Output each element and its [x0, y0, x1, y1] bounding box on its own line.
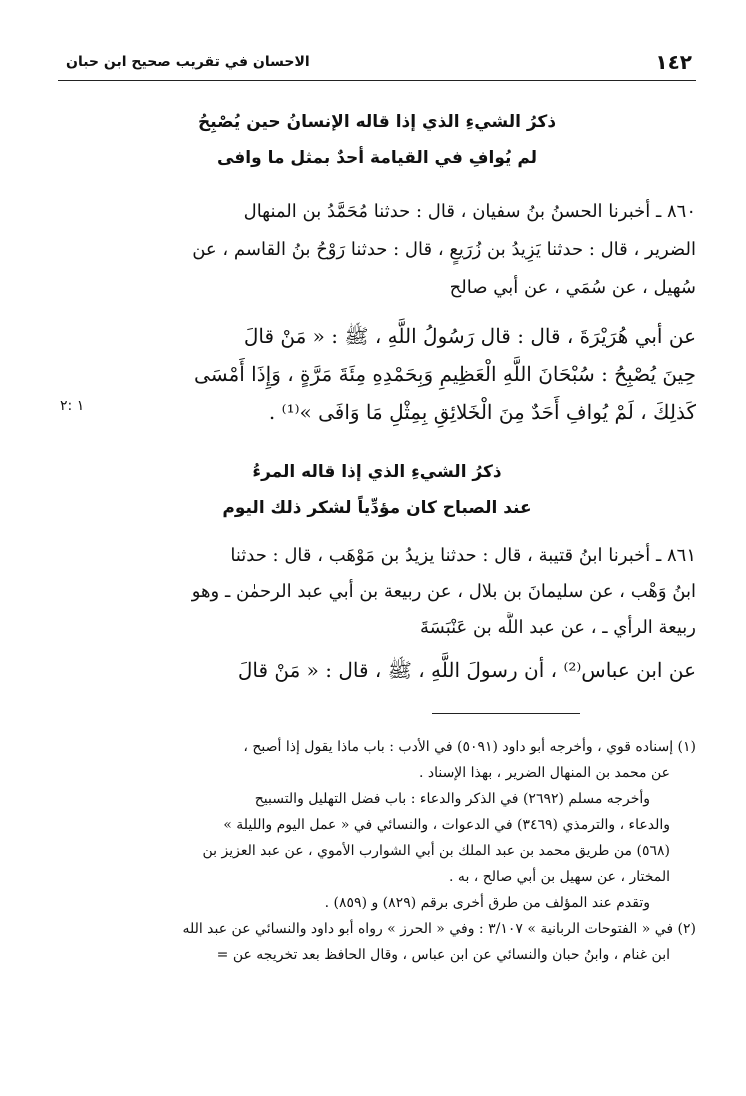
page-header — [58, 44, 696, 81]
matn-860 — [58, 318, 696, 430]
isnad-861 — [58, 540, 696, 643]
footnote-1-line: وأخرجه مسلم (٢٦٩٢) في الذكر والدعاء : باب فضل التهليل والتسبيح — [254, 791, 650, 807]
isnad-line: الضرير ، قال : حدثنا يَزِيدُ بن زُرَيعٍ ، قال : حدثنا رَوْحُ بنُ القاسم ، عن — [192, 239, 696, 260]
footnote-1-line: عن محمد بن المنهال الضرير ، بهذا الإسناد . — [418, 765, 670, 781]
footnote-2-line: ابن غنام ، وابنُ حبان والنسائي عن ابن عباس ، وقال الحافظ بعد تخريجه عن = — [216, 947, 670, 963]
heading-line: عند الصباح كان مؤدِّياً لشكر ذلك اليوم — [222, 498, 532, 518]
section-heading-861 — [58, 458, 696, 522]
isnad-line: ٨٦٠ ـ أخبرنا الحسنُ بنُ سفيان ، قال : حدثنا مُحَمَّدُ بن المنهال — [243, 201, 696, 222]
section-heading-860 — [58, 108, 696, 172]
isnad-line: ابنُ وَهْب ، عن سليمانَ بن بلال ، عن ربيعة بن أبي عبد الرحمٰن ـ وهو — [191, 581, 696, 602]
footnotes — [58, 734, 696, 968]
matn-line: عن ابن عباس⁽²⁾ ، أن رسولَ اللَّهِ ، ﷺ ، قال : « مَنْ قالَ — [237, 658, 696, 682]
footnote-2-line: (٢) في « الفتوحات الربانية » ٣/١٠٧ : وفي « الحرز » رواه أبو داود والنسائي عن عبد الله — [182, 921, 696, 937]
footnote-1-line: وتقدم عند المؤلف من طرق أخرى برقم (٨٢٩) و (٨٥٩) . — [324, 895, 650, 911]
matn-line: حِينَ يُصْبِحُ : سُبْحَانَ اللَّهِ الْعَظِيمِ وَبِحَمْدِهِ مِئَةَ مَرَّةٍ ، وَإِذَا أَمْسَى — [194, 362, 696, 386]
matn-861 — [58, 652, 696, 688]
matn-line: عن أبي هُرَيْرَةَ ، قال : قال رَسُولُ اللَّهِ ، ﷺ : « مَنْ قالَ — [243, 324, 696, 348]
heading-line: ذكرُ الشيءِ الذي إذا قاله المرءُ — [252, 462, 502, 482]
margin-reference: ١ :٢ — [60, 398, 85, 414]
running-title: الاحسان في تقريب صحيح ابن حبان — [66, 54, 310, 70]
page-number: ١٤٢ — [655, 50, 692, 74]
isnad-line: ٨٦١ ـ أخبرنا ابنُ قتيبة ، قال : حدثنا يزيدُ بن مَوْهَب ، قال : حدثنا — [230, 545, 696, 566]
isnad-line: سُهيل ، عن سُمَي ، عن أبي صالح — [449, 277, 696, 298]
footnote-1-line: المختار ، عن سهيل بن أبي صالح ، به . — [449, 869, 670, 885]
matn-line: كَذلِكَ ، لَمْ يُوافِ أَحَدٌ مِنَ الْخَلائِقِ بِمِثْلِ مَا وَافَى »⁽¹⁾ . — [268, 400, 696, 424]
footnote-separator — [432, 713, 580, 714]
footnote-1-line: والدعاء ، والترمذي (٣٤٦٩) في الدعوات ، والنسائي في « عمل اليوم والليلة » — [223, 817, 670, 833]
isnad-line: ربيعة الرأي ـ ، عن عبد اللَّه بن عَنْبَسَةَ — [419, 617, 696, 638]
isnad-860 — [58, 196, 696, 303]
footnote-1-line: (١) إسناده قوي ، وأخرجه أبو داود (٥٠٩١) في الأدب : باب ماذا يقول إذا أصبح ، — [243, 739, 696, 755]
heading-line: ذكرُ الشيءِ الذي إذا قاله الإنسانُ حين يُصْبِحُ — [197, 112, 557, 132]
heading-line: لم يُوافِ في القيامة أحدٌ بمثل ما وافى — [216, 148, 538, 168]
footnote-1-line: (٥٦٨) من طريق محمد بن عبد الملك بن أبي الشوارب الأموي ، عن عبد العزيز بن — [202, 843, 670, 859]
